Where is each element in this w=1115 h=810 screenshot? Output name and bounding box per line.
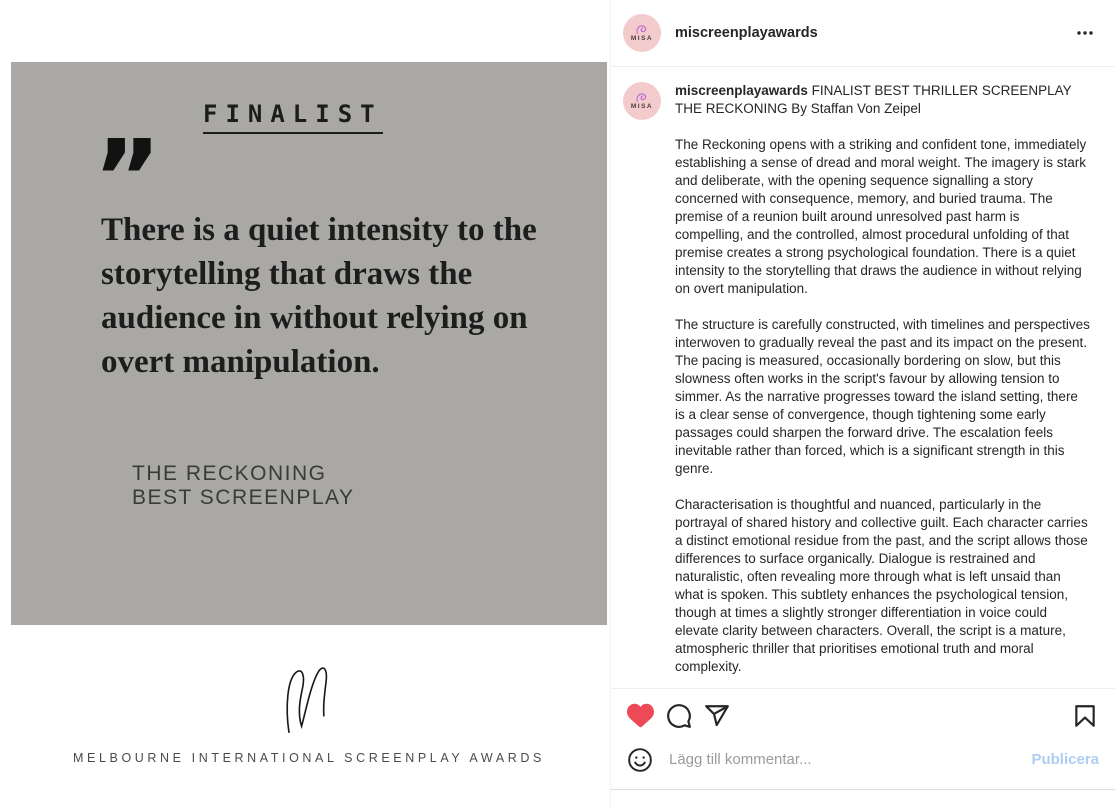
- avatar[interactable]: [623, 82, 661, 120]
- bookmark-icon: [1072, 703, 1098, 729]
- post-image-white-section: [11, 625, 607, 807]
- caption-paragraph: Characterisation is thoughtful and nuanced, particularly in the portrayal of shared history and collective guilt. Each character carries a distinct emotional residue from the past, and the script allows those differences to surface organically. Dialogue is restrained and naturalistic, often revealing more through what is left unsaid than what is spoken. This subtlety enhances the psychological tension, though at times a slightly stronger differentiation in voice could elevate clarity between characters. Overall, the script is a mature, atmospheric thriller that prioritises emotional truth and moral complexity.: [675, 497, 1088, 674]
- avatar[interactable]: [623, 14, 661, 52]
- emoji-button[interactable]: [626, 746, 653, 773]
- award-title: [132, 462, 354, 510]
- comments-section: [611, 67, 1115, 676]
- misa-swirl-icon: [634, 92, 650, 104]
- caption-paragraph: The structure is carefully constructed, with timelines and perspectives interwoven to gradually reveal the past and its impact on the present. The pacing is measured, occasionally bordering on slow, but this slowness often works in the script's favour by allowing tension to simmer. As the narrative progresses toward the island setting, there is a clear sense of convergence, though tightening some early passages could sharpen the forward drive. The escalation feels inevitable rather than forced, which is a significant strength in this genre.: [675, 317, 1090, 476]
- closing-double-quote-icon: ”: [93, 117, 162, 239]
- add-comment-row: [611, 734, 1115, 790]
- award-title-line2: BEST SCREENPLAY: [132, 486, 355, 509]
- more-options-button[interactable]: [1071, 19, 1099, 47]
- save-button[interactable]: [1070, 701, 1099, 730]
- caption-username[interactable]: miscreenplayawards: [675, 83, 808, 98]
- post-image-gray-section: [11, 62, 607, 625]
- three-dots-icon: [1073, 21, 1097, 45]
- misa-m-logo-icon: [283, 663, 335, 739]
- post-header: [611, 0, 1115, 67]
- post-detail-panel: [610, 0, 1115, 810]
- quote-text: There is a quiet intensity to the storytelling that draws the audience in without relying on overt manipulation.: [101, 212, 537, 380]
- avatar-initials: MISA: [630, 34, 654, 42]
- comment-input[interactable]: [669, 751, 1031, 768]
- smiley-icon: [627, 747, 653, 773]
- publish-button[interactable]: Publicera: [1031, 751, 1099, 768]
- caption-paragraph: The Reckoning opens with a striking and confident tone, immediately establishing a sense of dread and moral weight. The imagery is stark and deliberate, with the opening sequence signalling a story concerned with consequence, memory, and buried trauma. The premise of a reunion built around unresolved past harm is compelling, and the controlled, almost procedural unfolding of that premise creates a strong psychological foundation. There is a quiet intensity to the storytelling that draws the audience in without relying on overt manipulation.: [675, 137, 1087, 296]
- post-image: [11, 62, 607, 807]
- misa-swirl-icon: [634, 24, 650, 36]
- comment-bubble-icon: [666, 703, 692, 729]
- post-footer: [611, 688, 1115, 790]
- like-button[interactable]: [626, 701, 655, 730]
- caption-intro: FINALIST BEST THRILLER SCREENPLAY THE RECKONING By Staffan Von Zeipel: [675, 83, 1072, 116]
- avatar-initials: MISA: [630, 102, 654, 110]
- share-button[interactable]: [702, 701, 731, 730]
- comment-button[interactable]: [664, 701, 693, 730]
- action-bar: [611, 689, 1115, 734]
- org-name: MELBOURNE INTERNATIONAL SCREENPLAY AWARDS: [73, 751, 545, 765]
- caption-row: [623, 82, 1099, 676]
- caption-text: [675, 82, 1099, 676]
- header-username[interactable]: miscreenplayawards: [675, 25, 818, 41]
- finalist-heading: FINALIST: [203, 100, 383, 134]
- heart-icon: [627, 702, 654, 729]
- award-title-line1: THE RECKONING: [132, 462, 327, 485]
- paper-plane-icon: [704, 703, 730, 729]
